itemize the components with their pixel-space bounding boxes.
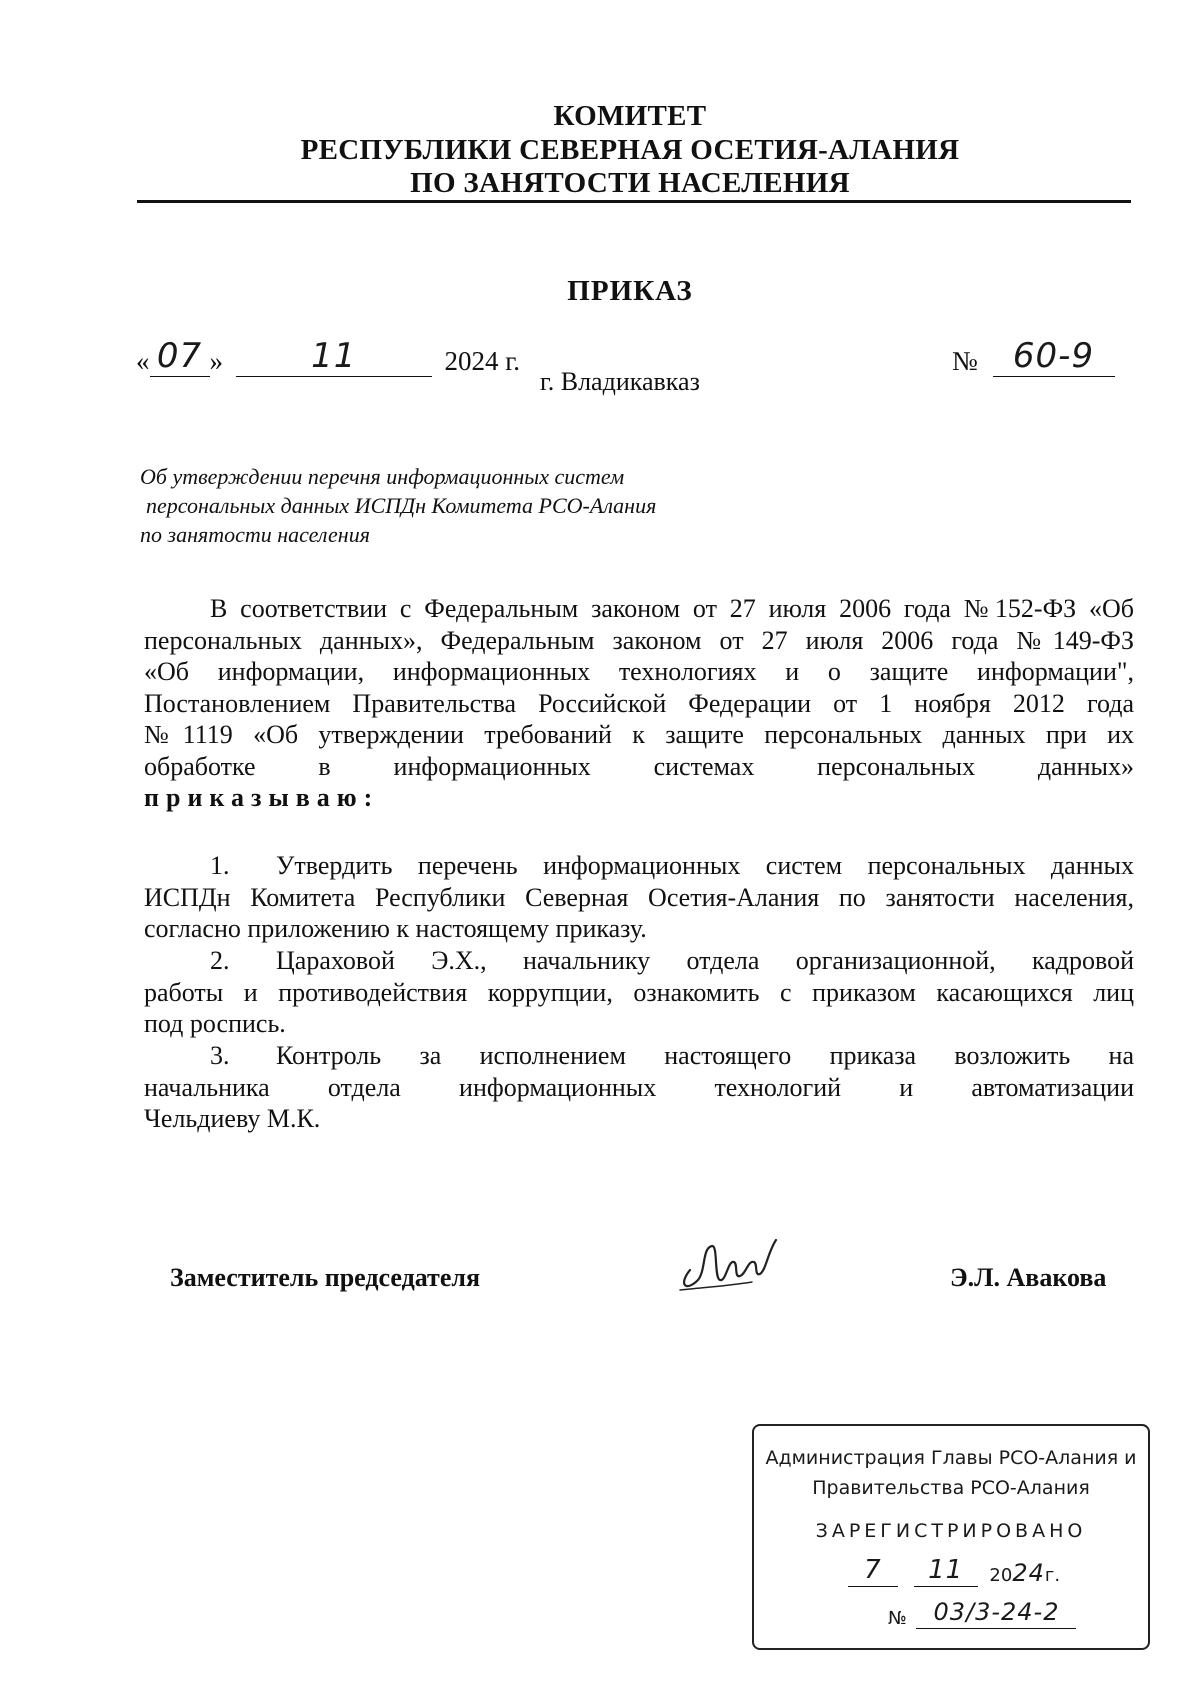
handwritten-signature: [668, 1230, 798, 1300]
stamp-day-field: [848, 1554, 898, 1587]
order-date: [136, 336, 520, 377]
order-item-2: [144, 945, 1134, 1040]
subject: [140, 462, 740, 549]
city: г. Владикавказ: [540, 367, 700, 396]
preamble-line: В соответствии с Федеральным законом от 27 июля 2006 года №152-ФЗ «Об: [210, 594, 1134, 623]
org-name-line1: КОМИТЕТ: [553, 100, 707, 132]
item-line: Чельдиеву М.К.: [144, 1104, 321, 1133]
stamp-year-mark: г.: [1044, 1565, 1061, 1586]
date-day: 07: [156, 336, 203, 376]
stamp-year-prefix: 20: [989, 1565, 1013, 1586]
item-number: 1.: [210, 851, 230, 880]
org-name-line2: РЕСПУБЛИКИ СЕВЕРНАЯ ОСЕТИЯ-АЛАНИЯ: [300, 134, 960, 166]
date-close-quote: »: [209, 346, 223, 376]
item-line: Цараховой Э.Х., начальнику отдела организационной, кадровой: [276, 946, 1134, 975]
stamp-line2: Правительства РСО-Алания: [812, 1477, 1090, 1499]
item-line: согласно приложению к настоящему приказу.: [144, 914, 647, 943]
preamble-line: персональных данных», Федеральным законом от 27 июля 2006 года №149-ФЗ: [144, 625, 1134, 655]
order-word: приказываю:: [144, 783, 380, 812]
stamp-day: 7: [864, 1555, 882, 1585]
item-line: работы и противодействия коррупции, ознакомить с приказом касающихся лиц: [144, 977, 1134, 1007]
stamp-number-label: №: [888, 1608, 907, 1629]
stamp-month: 11: [928, 1555, 964, 1585]
order-number: [952, 336, 1115, 377]
stamp-date: [824, 1554, 1084, 1587]
preamble-line: обработке в информационных системах персональных данных»: [144, 751, 1134, 781]
stamp-number: [888, 1596, 1076, 1629]
item-number: 3.: [210, 1041, 230, 1070]
signatory-name: Э.Л. Авакова: [950, 1263, 1107, 1292]
stamp-line1: Администрация Главы РСО-Алания и: [765, 1447, 1137, 1469]
preamble: [144, 593, 1134, 814]
item-line: ИСПДн Комитета Республики Северная Осетия-Алания по занятости населения,: [144, 882, 1134, 912]
subject-line: по занятости населения: [140, 522, 370, 547]
order-item-1: [144, 850, 1134, 945]
registration-stamp: [752, 1424, 1150, 1650]
date-year: 2024 г.: [444, 346, 521, 376]
number-value: 60-9: [1012, 336, 1095, 376]
item-line: под роспись.: [144, 1009, 286, 1038]
stamp-registered: ЗАРЕГИСТРИРОВАНО: [815, 1520, 1087, 1542]
preamble-line: «Об информации, информационных технологиях и о защите информации",: [144, 657, 1134, 686]
order-item-3: [144, 1040, 1134, 1135]
preamble-line: №1119 «Об утверждении требований к защите персональных данных при их: [144, 720, 1134, 749]
doc-title: ПРИКАЗ: [567, 275, 693, 307]
stamp-year-suffix: 24: [1012, 1559, 1045, 1587]
subject-line: персональных данных ИСПДн Комитета РСО-Алания: [146, 493, 657, 518]
number-label: №: [952, 346, 978, 376]
item-line: начальника отдела информационных технологий и автоматизации: [144, 1072, 1134, 1102]
org-name-line3: ПО ЗАНЯТОСТИ НАСЕЛЕНИЯ: [410, 167, 850, 199]
stamp-number-value: 03/3-24-2: [933, 1598, 1060, 1626]
stamp-number-field: [916, 1596, 1076, 1629]
preamble-line: Постановлением Правительства Российской Федерации от 1 ноября 2012 года: [144, 688, 1134, 718]
item-line: Утвердить перечень информационных систем персональных данных: [276, 851, 1134, 880]
item-number: 2.: [210, 946, 230, 975]
date-day-field: [150, 336, 210, 377]
subject-line: Об утверждении перечня информационных систем: [140, 464, 625, 489]
item-line: Контроль за исполнением настоящего приказа возложить на: [276, 1041, 1134, 1070]
signatory-position: Заместитель председателя: [170, 1263, 481, 1292]
header-rule: [137, 200, 1131, 203]
stamp-month-field: [914, 1554, 978, 1587]
number-field: [993, 336, 1115, 377]
date-month: 11: [311, 336, 357, 376]
date-open-quote: «: [136, 346, 150, 376]
date-month-field: [236, 336, 432, 377]
